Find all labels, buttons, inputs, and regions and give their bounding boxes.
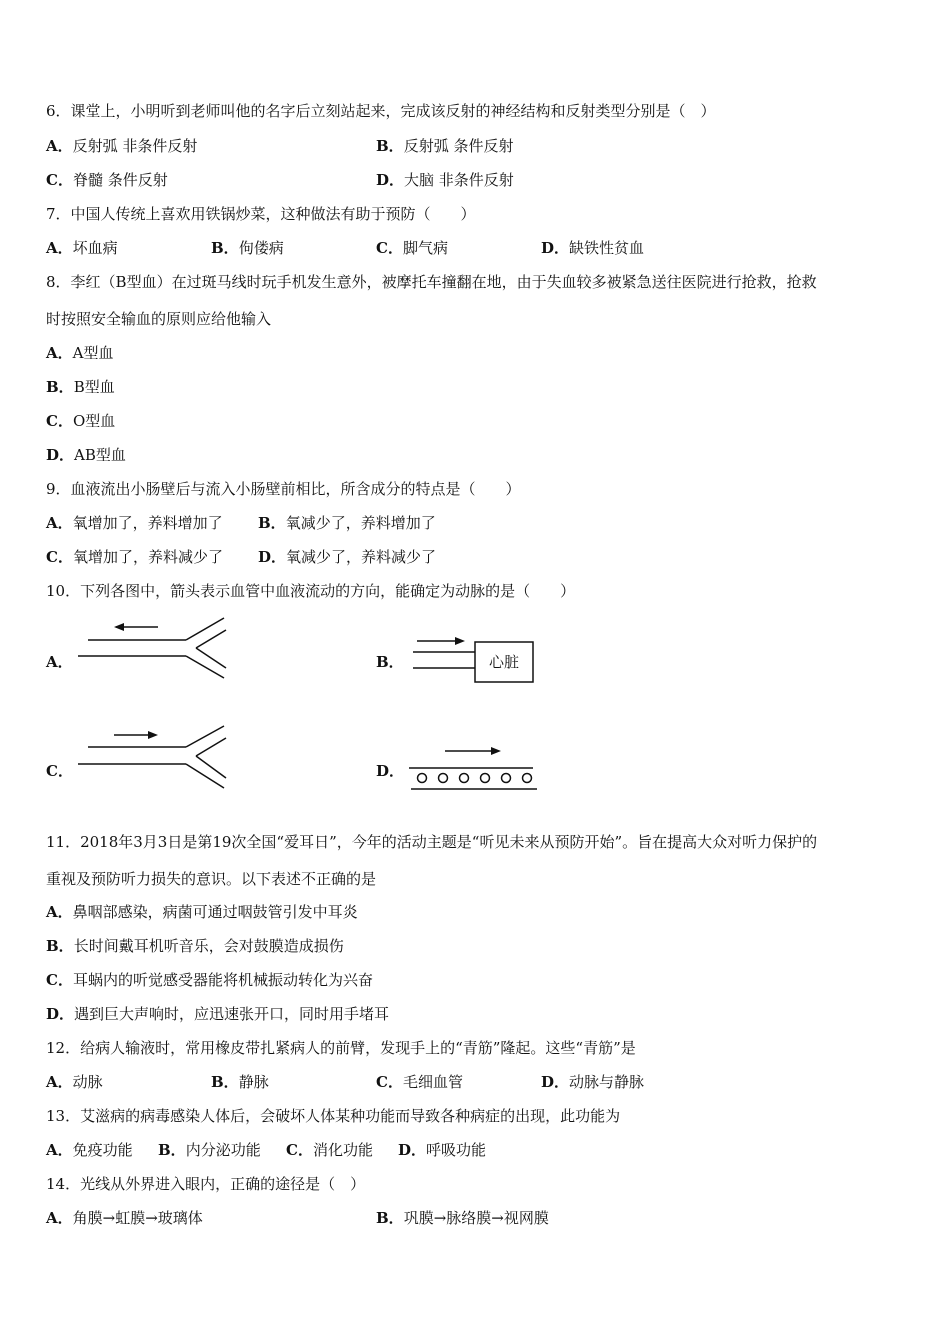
option-text: 氧减少了，养料减少了 bbox=[286, 548, 437, 566]
q14-option-b bbox=[376, 1208, 549, 1228]
q12-option-a bbox=[46, 1072, 103, 1092]
option-letter: D． bbox=[541, 1073, 570, 1091]
q8-option-a bbox=[46, 343, 113, 363]
option-text: 鼻咽部感染，病菌可通过咽鼓管引发中耳炎 bbox=[72, 903, 358, 921]
q8-option-c bbox=[46, 411, 115, 431]
option-letter: A． bbox=[46, 1141, 73, 1159]
option-text: 坏血病 bbox=[72, 239, 118, 257]
q10-diagram-c bbox=[76, 722, 236, 796]
q10-stem: 10．下列各图中，箭头表示血管中血液流动的方向，能确定为动脉的是（ ） bbox=[46, 582, 576, 600]
q7-option-d bbox=[541, 238, 644, 258]
option-text: 长时间戴耳机听音乐，会对鼓膜造成损伤 bbox=[73, 937, 344, 955]
option-letter: B． bbox=[46, 937, 74, 955]
q8-stem-line2: 时按照安全输血的原则应给他输入 bbox=[46, 310, 272, 328]
option-text: 内分泌功能 bbox=[185, 1141, 261, 1159]
option-text: 氧减少了，养料增加了 bbox=[285, 514, 436, 532]
q12-stem: 12．给病人输液时，常用橡皮带扎紧病人的前臂，发现手上的“青筋”隆起。这些“青筋”是 bbox=[46, 1039, 636, 1057]
option-letter: C． bbox=[376, 1073, 403, 1091]
option-letter: B． bbox=[376, 137, 404, 155]
q11-option-a bbox=[46, 902, 358, 922]
option-letter: A． bbox=[46, 903, 73, 921]
q14-option-a bbox=[46, 1208, 203, 1228]
q11-option-d bbox=[46, 1004, 389, 1024]
q8-option-b bbox=[46, 377, 115, 397]
option-letter: A． bbox=[46, 514, 73, 532]
q13-option-a bbox=[46, 1140, 133, 1160]
q8-option-d bbox=[46, 445, 126, 465]
q6-option-a bbox=[46, 136, 197, 156]
q11-stem-line1: 11．2018年3月3日是第19次全国“爱耳日”，今年的活动主题是“听见未来从预防开始”。旨在提高大众对听力保护的 bbox=[46, 833, 818, 851]
option-text: 反射弧 非条件反射 bbox=[72, 137, 198, 155]
q11-option-b bbox=[46, 936, 344, 956]
option-letter: A． bbox=[46, 344, 73, 362]
option-letter: C． bbox=[46, 412, 73, 430]
option-text: 缺铁性贫血 bbox=[569, 239, 645, 257]
option-text: O型血 bbox=[72, 412, 116, 430]
arrow-right-icon bbox=[148, 731, 158, 739]
option-letter: D． bbox=[46, 1005, 75, 1023]
option-text: 反射弧 条件反射 bbox=[403, 137, 514, 155]
option-letter: B． bbox=[158, 1141, 186, 1159]
option-text: 氧增加了，养料增加了 bbox=[72, 514, 223, 532]
q9-option-b bbox=[258, 513, 436, 533]
option-letter: C． bbox=[376, 239, 403, 257]
option-letter: B． bbox=[211, 1073, 239, 1091]
q12-option-c bbox=[376, 1072, 463, 1092]
q7-option-a bbox=[46, 238, 118, 258]
option-letter: A． bbox=[46, 1209, 73, 1227]
option-text: 免疫功能 bbox=[72, 1141, 133, 1159]
option-letter: A． bbox=[46, 1073, 73, 1091]
option-letter: B． bbox=[376, 1209, 404, 1227]
option-text: 消化功能 bbox=[312, 1141, 373, 1159]
q13-option-c bbox=[286, 1140, 373, 1160]
q7-stem: 7．中国人传统上喜欢用铁锅炒菜，这种做法有助于预防（ ） bbox=[46, 205, 476, 223]
q10-option-a-label: A． bbox=[46, 653, 73, 671]
option-text: 佝偻病 bbox=[238, 239, 284, 257]
option-letter: C． bbox=[46, 971, 73, 989]
option-text: 脊髓 条件反射 bbox=[72, 171, 168, 189]
option-letter: A． bbox=[46, 137, 73, 155]
heart-label: 心脏 bbox=[488, 653, 519, 671]
q11-option-c bbox=[46, 970, 373, 990]
q8-stem-line1: 8．李红（B型血）在过斑马线时玩手机发生意外，被摩托车撞翻在地，由于失血较多被紧急送往医院进行抢救，抢救 bbox=[46, 273, 817, 291]
option-text: A型血 bbox=[72, 344, 114, 362]
option-letter: C． bbox=[46, 171, 73, 189]
q9-option-d bbox=[258, 547, 436, 567]
option-letter: D． bbox=[398, 1141, 427, 1159]
option-letter: B． bbox=[258, 514, 286, 532]
q10-option-c-label: C． bbox=[46, 762, 73, 780]
option-letter: A． bbox=[46, 239, 73, 257]
q7-option-b bbox=[211, 238, 284, 258]
q10-diagram-d bbox=[405, 740, 545, 792]
option-text: 动脉 bbox=[72, 1073, 103, 1091]
option-letter: C． bbox=[46, 548, 73, 566]
q9-option-a bbox=[46, 513, 223, 533]
option-text: 耳蜗内的听觉感受器能将机械振动转化为兴奋 bbox=[72, 971, 373, 989]
q12-option-d bbox=[541, 1072, 644, 1092]
option-letter: B． bbox=[211, 239, 239, 257]
q6-option-d bbox=[376, 170, 514, 190]
option-letter: D． bbox=[376, 171, 405, 189]
option-text: 大脑 非条件反射 bbox=[404, 171, 514, 189]
q6-option-c bbox=[46, 170, 168, 190]
q13-option-d bbox=[398, 1140, 486, 1160]
q6-stem: 6．课堂上，小明听到老师叫他的名字后立刻站起来，完成该反射的神经结构和反射类型分别是（ ） bbox=[46, 102, 716, 120]
option-text: 毛细血管 bbox=[402, 1073, 463, 1091]
option-text: 巩膜→脉络膜→视网膜 bbox=[403, 1209, 549, 1227]
q7-option-c bbox=[376, 238, 448, 258]
q6-option-b bbox=[376, 136, 513, 156]
arrow-right-icon bbox=[455, 637, 465, 645]
q13-stem: 13．艾滋病的病毒感染人体后，会破坏人体某种功能而导致各种病症的出现，此功能为 bbox=[46, 1107, 621, 1125]
option-text: 呼吸功能 bbox=[426, 1141, 487, 1159]
option-letter: D． bbox=[46, 446, 75, 464]
q14-stem: 14．光线从外界进入眼内，正确的途径是（ ） bbox=[46, 1175, 366, 1193]
q11-stem-line2: 重视及预防听力损失的意识。以下表述不正确的是 bbox=[46, 870, 377, 888]
q13-option-b bbox=[158, 1140, 261, 1160]
option-text: 角膜→虹膜→玻璃体 bbox=[72, 1209, 203, 1227]
q9-option-c bbox=[46, 547, 223, 567]
q10-diagram-a bbox=[76, 612, 236, 686]
q10-option-d-label: D． bbox=[376, 762, 405, 780]
q12-option-b bbox=[211, 1072, 269, 1092]
option-letter: C． bbox=[286, 1141, 313, 1159]
arrow-right-icon bbox=[491, 747, 501, 755]
option-letter: B． bbox=[46, 378, 74, 396]
option-text: 静脉 bbox=[238, 1073, 269, 1091]
option-letter: D． bbox=[541, 239, 570, 257]
q9-stem: 9．血液流出小肠壁后与流入小肠壁前相比，所含成分的特点是（ ） bbox=[46, 480, 521, 498]
option-text: 氧增加了，养料减少了 bbox=[72, 548, 223, 566]
arrow-left-icon bbox=[114, 623, 124, 631]
option-text: B型血 bbox=[73, 378, 115, 396]
option-text: 遇到巨大声响时，应迅速张开口，同时用手堵耳 bbox=[74, 1005, 390, 1023]
q10-option-b-label: B． bbox=[376, 653, 404, 671]
option-letter: D． bbox=[258, 548, 287, 566]
option-text: AB型血 bbox=[74, 446, 126, 464]
option-text: 脚气病 bbox=[402, 239, 448, 257]
option-text: 动脉与静脉 bbox=[569, 1073, 645, 1091]
